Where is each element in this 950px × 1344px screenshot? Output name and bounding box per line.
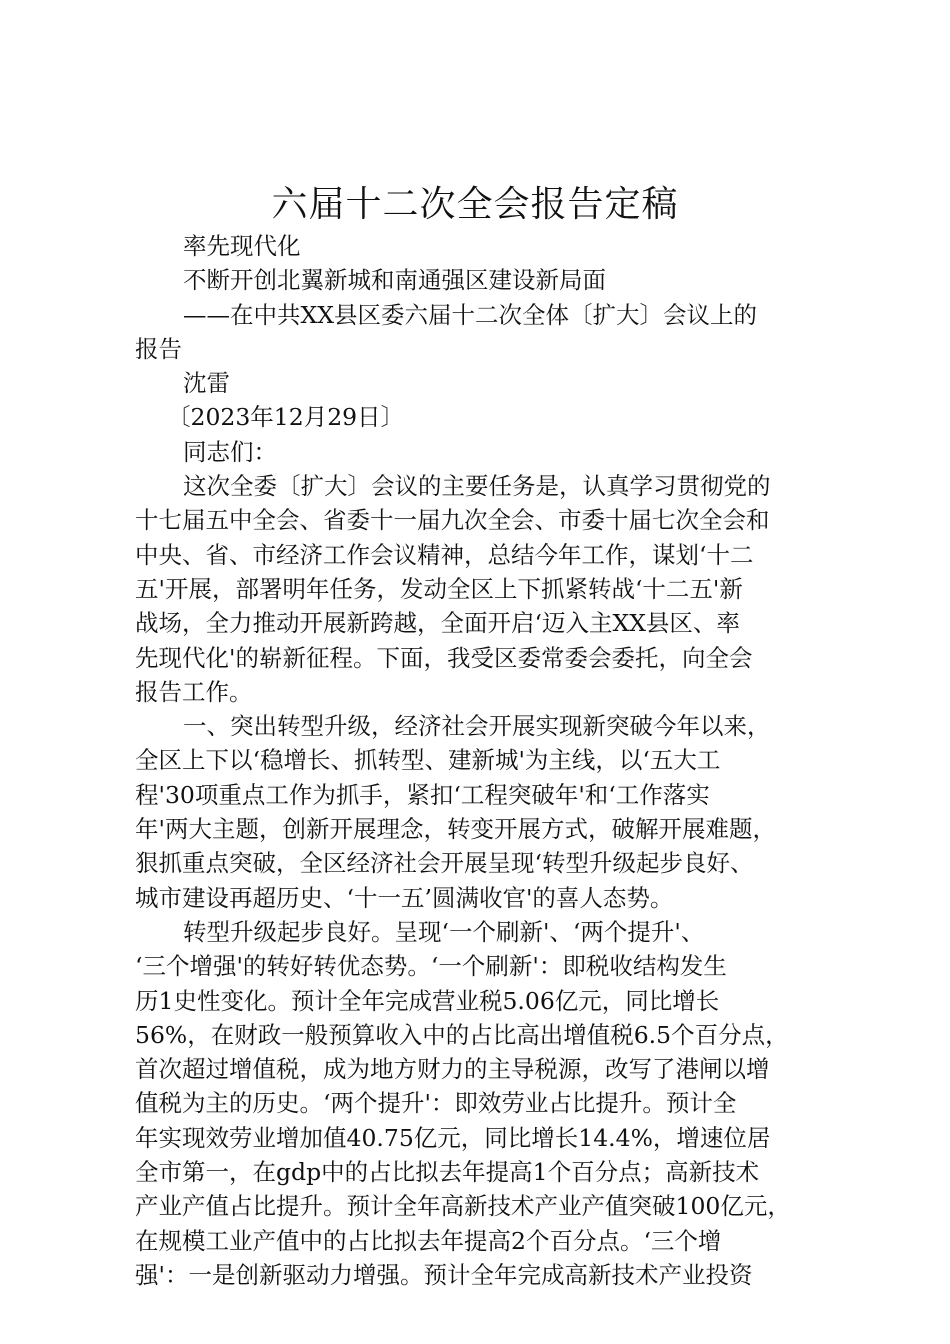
text-line: 值税为主的历史。‘两个提升'：即效劳业占比提升。预计全 bbox=[135, 1089, 737, 1118]
text-line: 年实现效劳业增加值40.75亿元，同比增长14.4%，增速位居 bbox=[135, 1123, 771, 1152]
text-line: 狠抓重点突破，全区经济社会开展呈现‘转型升级起步良好、 bbox=[135, 849, 754, 878]
text-line: 报告 bbox=[135, 334, 182, 363]
text-line: 五'开展，部署明年任务，发动全区上下抓紧转战‘十二五'新 bbox=[135, 574, 743, 603]
text-line: 率先现代化 bbox=[183, 232, 301, 260]
text-line: 56%，在财政一般预算收入中的占比高出增值税6.5个百分点， bbox=[135, 1020, 789, 1049]
text-line: 战场，全力推动开展新跨越，全面开启‘迈入主XX县区、率 bbox=[135, 609, 740, 638]
text-line: 不断开创北翼新城和南通强区建设新局面 bbox=[183, 266, 606, 295]
text-line: 年'两大主题，创新开展理念，转变开展方式，破解开展难题， bbox=[135, 815, 776, 844]
text-line: 〔2023年12月29日〕 bbox=[167, 403, 405, 432]
text-line: ——在中共XX县区委六届十二次全体〔扩大〕会议上的 bbox=[183, 300, 757, 329]
text-line: 一、突出转型升级，经济社会开展实现新突破今年以来， bbox=[183, 712, 771, 741]
text-line: 报告工作。 bbox=[135, 677, 253, 706]
text-line: 在规模工业产值中的占比拟去年提高2个百分点。‘三个增 bbox=[135, 1226, 722, 1255]
text-line: 全市第一，在gdp中的占比拟去年提高1个百分点；高新技术 bbox=[135, 1158, 760, 1187]
text-line: 程'30项重点工作为抓手，紧扣‘工程突破年'和‘工作落实 bbox=[135, 780, 710, 809]
text-line: 沈雷 bbox=[183, 369, 230, 398]
text-line: 全区上下以‘稳增长、抓转型、建新城'为主线，以‘五大工 bbox=[135, 746, 721, 775]
text-line: 转型升级起步良好。呈现‘一个刷新'、‘两个提升'、 bbox=[183, 917, 705, 946]
text-line: 城市建设再超历史、‘十一五’圆满收官'的喜人态势。 bbox=[135, 883, 674, 912]
document-title: 六届十二次全会报告定稿 bbox=[271, 184, 679, 225]
text-line: 历1史性变化。预计全年完成营业税5.06亿元，同比增长 bbox=[135, 986, 720, 1015]
text-line: 强'：一是创新驱动力增强。预计全年完成高新技术产业投资 bbox=[135, 1260, 753, 1289]
document-body bbox=[135, 229, 825, 1292]
text-line: 同志们： bbox=[183, 437, 277, 466]
text-line: 中央、省、市经济工作会议精神，总结今年工作，谋划‘十二 bbox=[135, 540, 754, 569]
text-line: ‘三个增强'的转好转优态势。‘一个刷新'：即税收结构发生 bbox=[135, 952, 727, 981]
text-line: 十七届五中全会、省委十一届九次全会、市委十届七次全会和 bbox=[135, 506, 770, 535]
text-line: 先现代化'的崭新征程。下面，我受区委常委会委托，向全会 bbox=[135, 643, 753, 672]
text-line: 这次全委〔扩大〕会议的主要任务是，认真学习贯彻党的 bbox=[183, 472, 771, 501]
text-line: 首次超过增值税，成为地方财力的主导税源，改写了港闸以增 bbox=[135, 1055, 770, 1084]
text-line: 产业产值占比提升。预计全年高新技术产业产值突破100亿元， bbox=[135, 1192, 791, 1221]
